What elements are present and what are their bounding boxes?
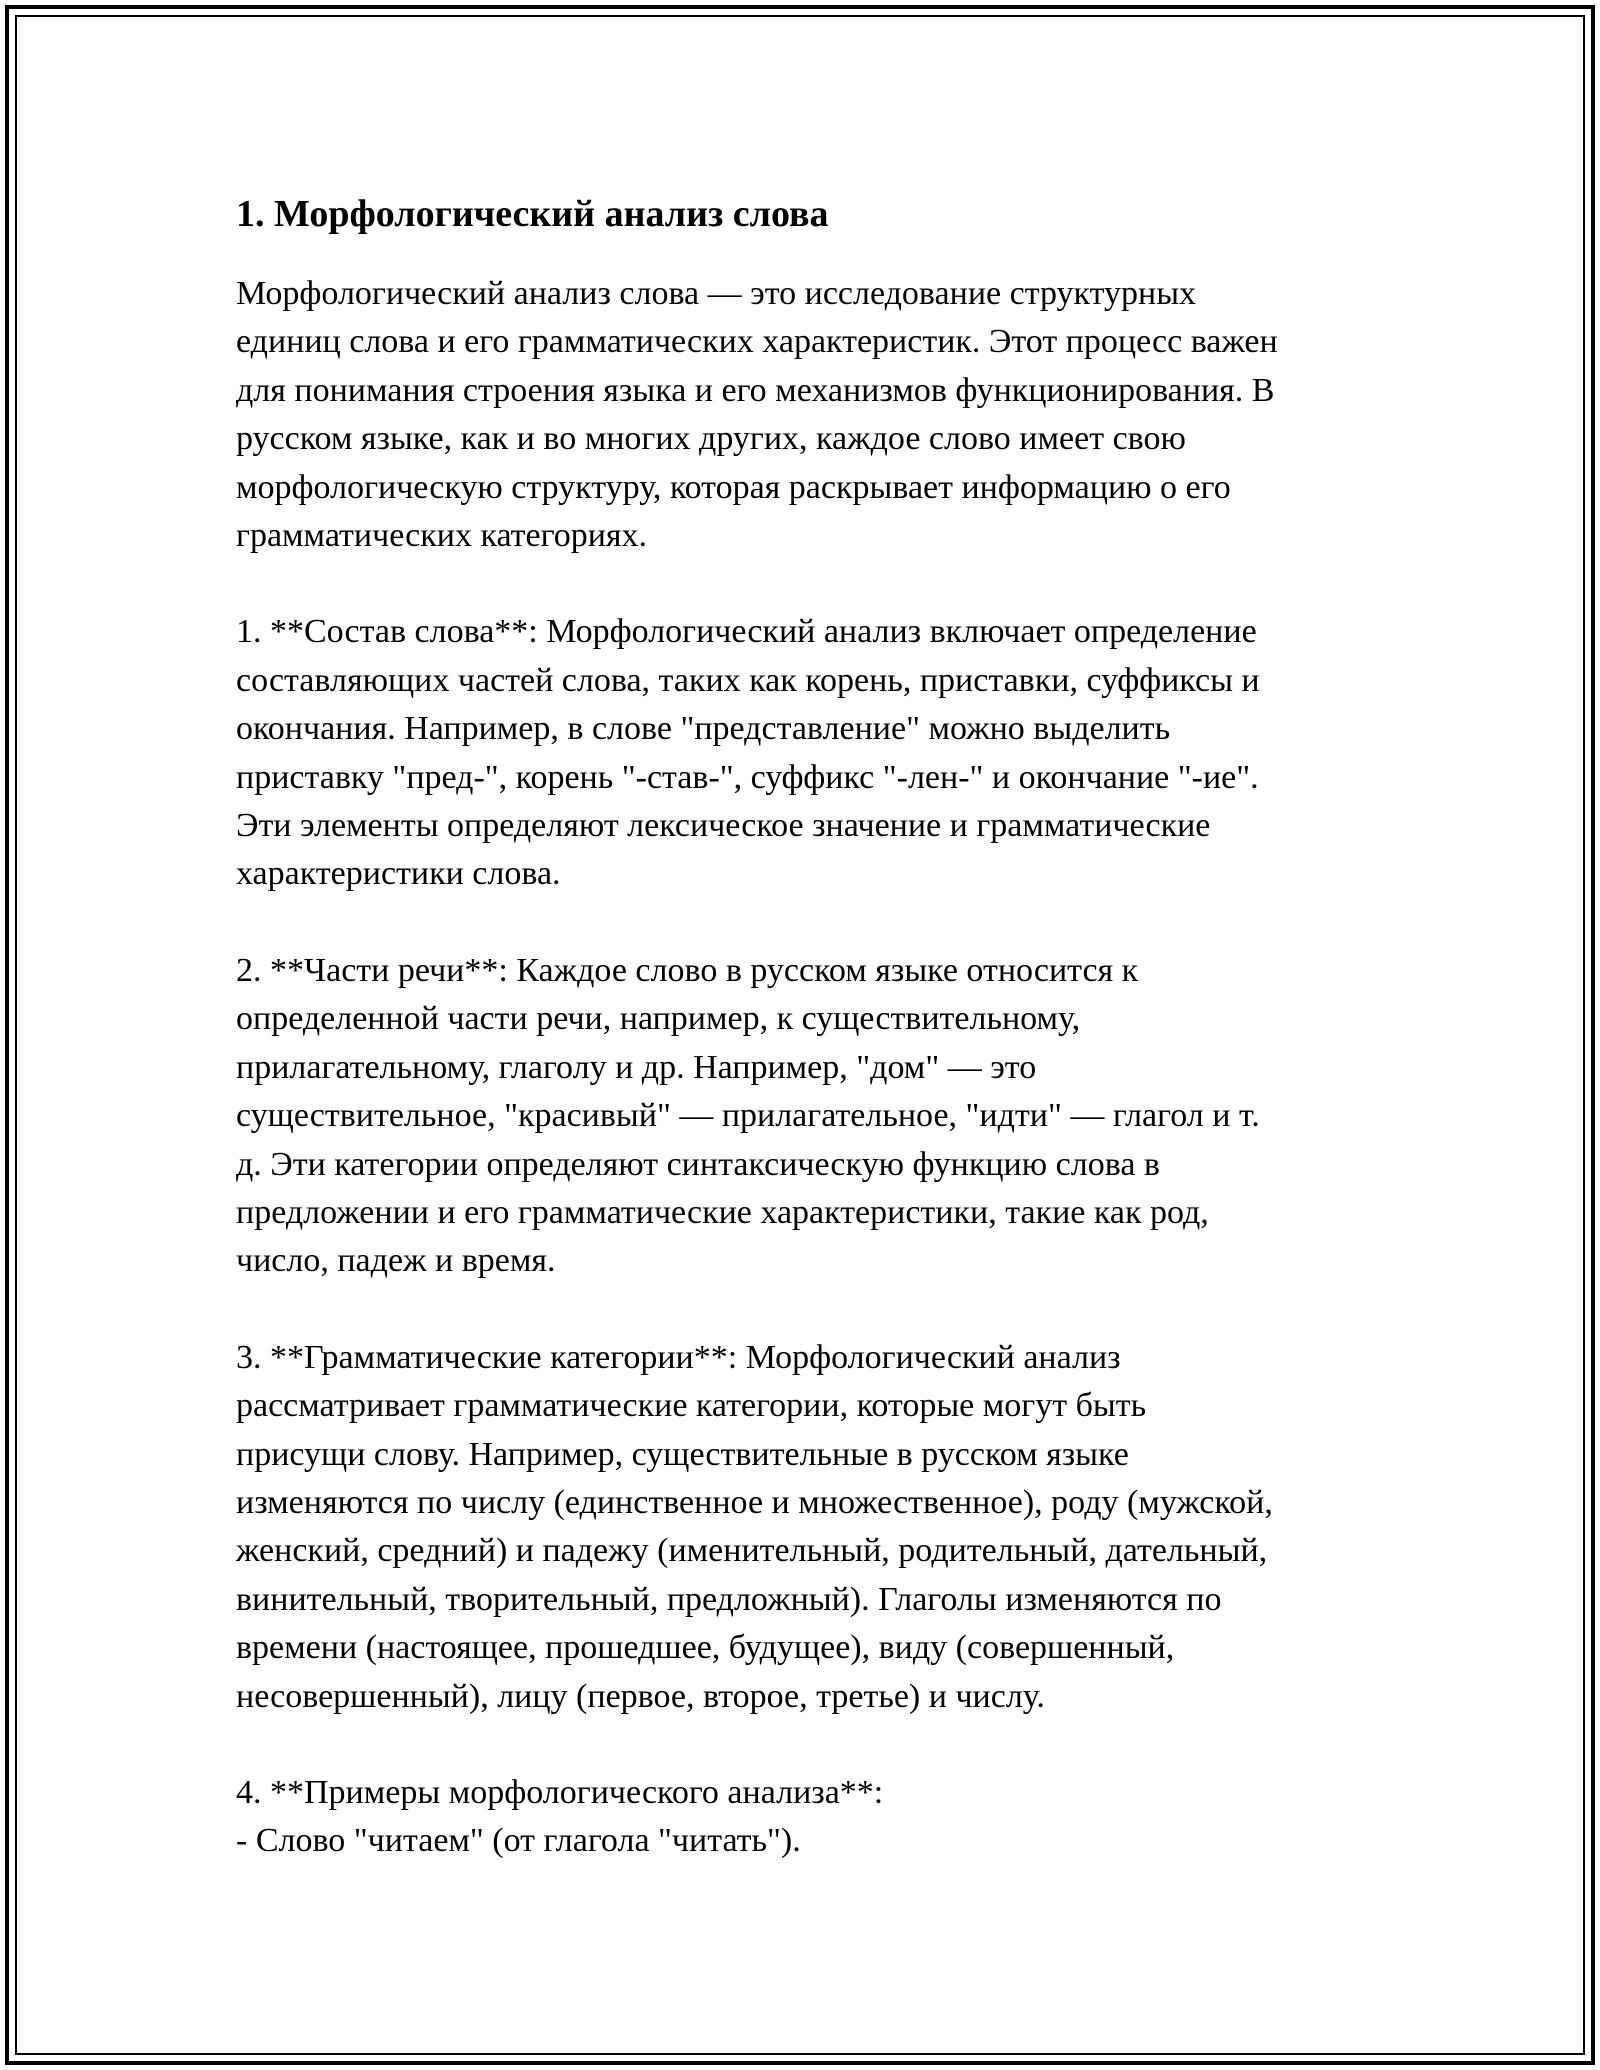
- paragraph-grammatical-categories: 3. **Грамматические категории**: Морфологический анализ рассматривает грамматические категории, которые могут быть присущи слову. Например, существительные в русском языке изменяются по числу (единственное и множественное), роду (мужской, женский, средний) и падежу (именительный, родительный, дательный, винительный, творительный, предложный). Глаголы изменяются по времени (настоящее, прошедшее, будущее), виду (совершенный, несовершенный), лицу (первое, второе, третье) и числу.: [236, 1338, 1273, 1715]
- paragraph-word-composition: 1. **Состав слова**: Морфологический анализ включает определение составляющих частей слова, таких как корень, приставки, суффиксы и окончания. Например, в слове "представление" можно выделить приставку "пред-", корень "-став-", суффикс "-лен-" и окончание "-ие". Эти элементы определяют лексическое значение и грамматические характеристики слова.: [236, 613, 1260, 893]
- paragraph-analysis-examples: 4. **Примеры морфологического анализа**: - Слово "читаем" (от глагола "читать").: [236, 1773, 884, 1860]
- intro-paragraph: Морфологический анализ слова — это исследование структурных единиц слова и его грамматических характеристик. Этот процесс важен для понимания строения языка и его механизмов функционирования. В русском языке, как и во многих других, каждое слово имеет свою морфологическую структуру, которая раскрывает информацию о его грамматических категориях.: [236, 275, 1278, 555]
- section-heading: 1. Морфологический анализ слова: [236, 193, 829, 235]
- paragraph-parts-of-speech: 2. **Части речи**: Каждое слово в русском языке относится к определенной части речи, например, к существительному, прилагательному, глаголу и др. Например, "дом" — это существительное, "красивый" — прилагательное, "идти" — глагол и т. д. Эти категории определяют синтаксическую функцию слова в предложении и его грамматические характеристики, такие как род, число, падеж и время.: [236, 951, 1260, 1280]
- document-body: [236, 186, 1386, 1866]
